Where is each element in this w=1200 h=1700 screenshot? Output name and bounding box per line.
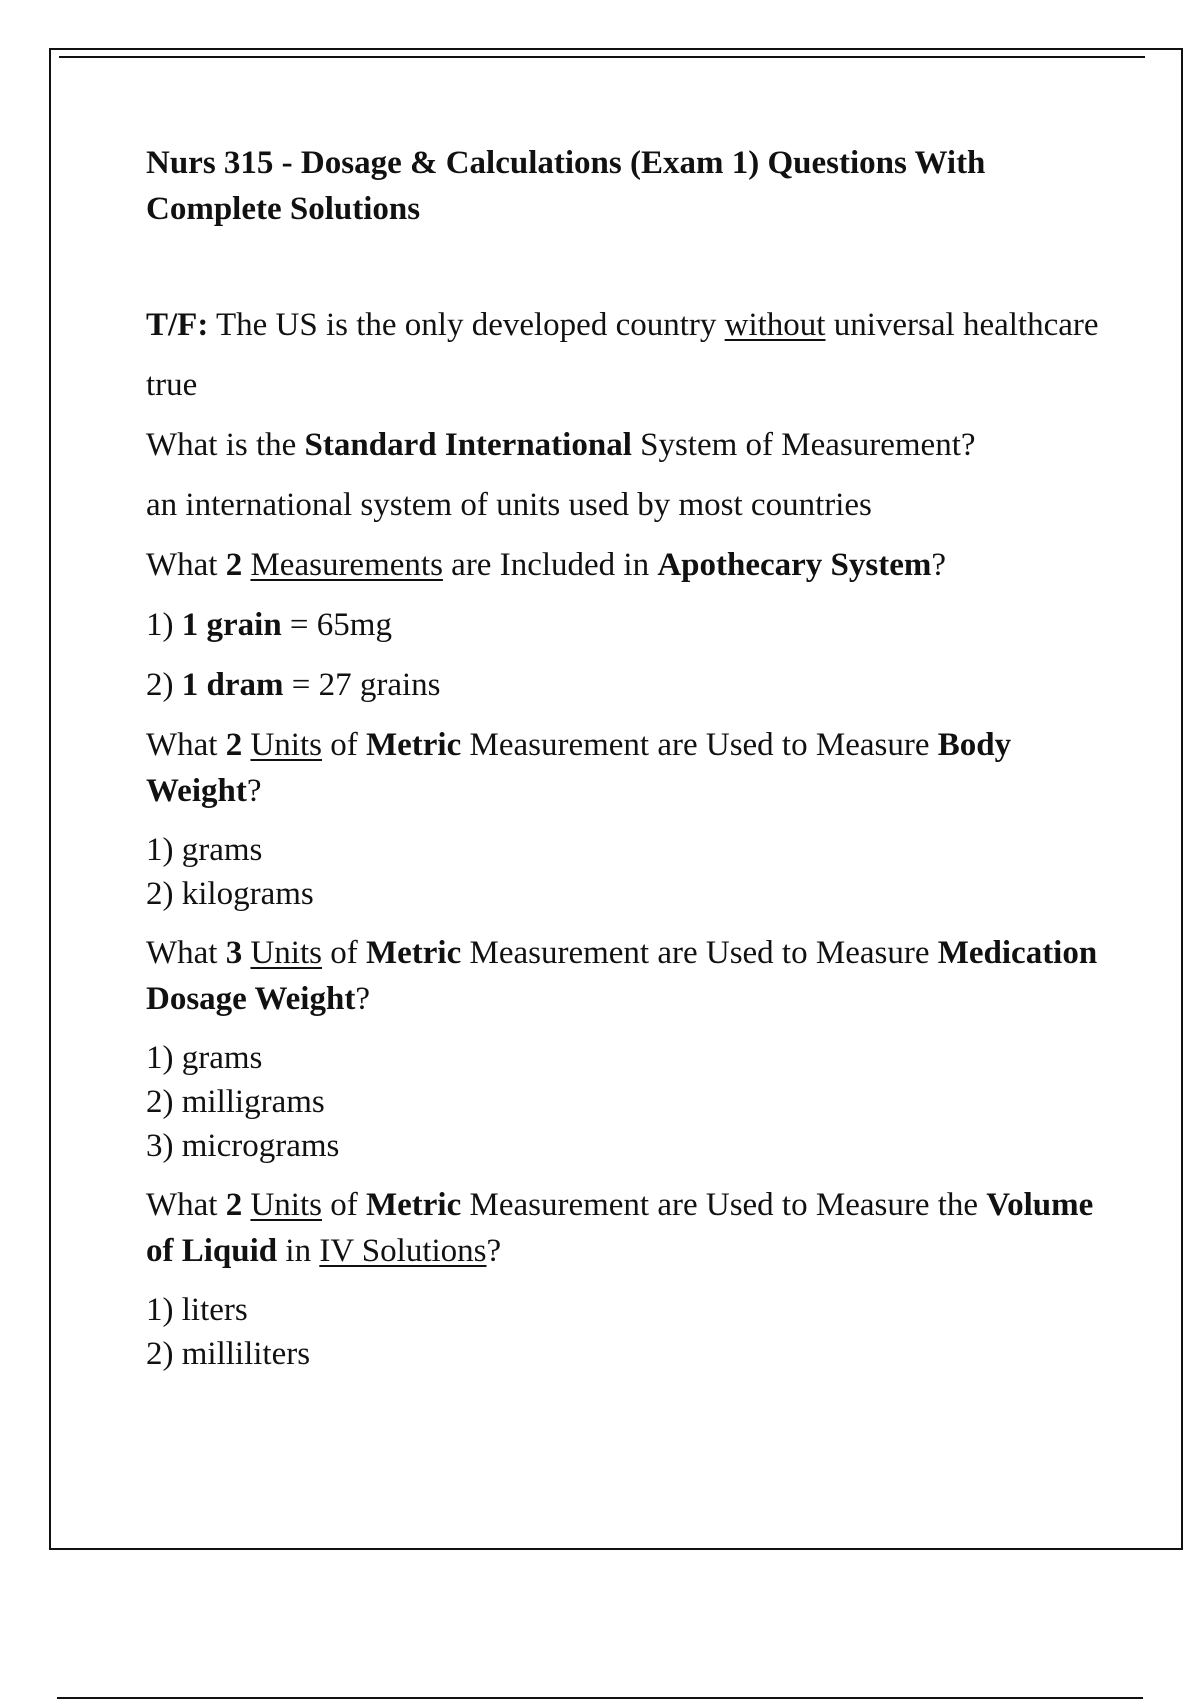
- question-5-number: 3: [225, 935, 243, 971]
- list-item: 2) milligrams: [146, 1084, 325, 1120]
- question-4-underlined: Units: [250, 727, 322, 763]
- question-5-text-c: Measurement are Used to Measure: [461, 935, 938, 971]
- question-4-text-a: What: [146, 727, 226, 763]
- question-6-metric: Metric: [365, 1187, 462, 1223]
- answer-3-item-1-number: 1): [146, 607, 182, 643]
- question-5-text-a: What: [146, 935, 226, 971]
- question-3-underlined: Measurements: [250, 547, 443, 583]
- question-2-bold: Standard International: [304, 427, 632, 463]
- document-body: [146, 140, 1106, 1390]
- question-6-text-e: ?: [486, 1233, 502, 1269]
- question-1-text-b: universal healthcare: [825, 307, 1099, 343]
- answer-3-item-2-number: 2): [146, 667, 182, 703]
- answer-3-item-1: [146, 602, 1106, 648]
- question-6-underlined: Units: [250, 1187, 322, 1223]
- list-item: 1) liters: [146, 1292, 248, 1328]
- question-5-metric: Metric: [365, 935, 462, 971]
- question-6: [146, 1182, 1106, 1274]
- question-4-number: 2: [225, 727, 243, 763]
- question-6-bold: Volume of Liquid: [146, 1187, 1094, 1269]
- question-4-metric: Metric: [365, 727, 462, 763]
- answer-3-item-1-bold: 1 grain: [181, 607, 282, 643]
- footer-rule: [57, 1697, 1143, 1699]
- question-4-text-d: ?: [246, 773, 262, 809]
- document-title: Nurs 315 - Dosage & Calculations (Exam 1) Questions With Complete Solutions: [146, 145, 986, 227]
- question-5: [146, 930, 1106, 1022]
- question-5-text-b: of: [321, 935, 366, 971]
- list-item: 2) milliliters: [146, 1336, 311, 1372]
- question-6-text-c: Measurement are Used to Measure the: [461, 1187, 987, 1223]
- list-item: 1) grams: [146, 832, 263, 868]
- list-item: 3) micrograms: [146, 1128, 340, 1164]
- question-2-text-b: System of Measurement?: [631, 427, 976, 463]
- question-3-text-a: What: [146, 547, 226, 583]
- question-3-bold: Apothecary System: [657, 547, 932, 583]
- question-6-text-a: What: [146, 1187, 226, 1223]
- answer-3-item-1-rest: = 65mg: [281, 607, 392, 643]
- answer-5-list: [146, 1036, 1106, 1168]
- question-6-text-b: of: [321, 1187, 366, 1223]
- question-6-number: 2: [225, 1187, 243, 1223]
- question-5-underlined: Units: [250, 935, 322, 971]
- answer-1: true: [146, 367, 198, 403]
- question-5-bold: Medication Dosage Weight: [146, 935, 1098, 1017]
- question-3-text-b: are Included in: [442, 547, 658, 583]
- question-1-text-a: The US is the only developed country: [208, 307, 725, 343]
- list-item: 1) grams: [146, 1040, 263, 1076]
- question-4-text-c: Measurement are Used to Measure: [461, 727, 938, 763]
- question-3-text-c: ?: [931, 547, 947, 583]
- header-rule: [59, 56, 1145, 58]
- question-2: [146, 422, 1106, 468]
- list-item: 2) kilograms: [146, 876, 314, 912]
- question-3: [146, 542, 1106, 588]
- answer-4-list: [146, 828, 1106, 916]
- question-4-text-b: of: [321, 727, 366, 763]
- answer-6-list: [146, 1288, 1106, 1376]
- tf-prefix: T/F:: [146, 307, 209, 343]
- question-3-number: 2: [225, 547, 243, 583]
- question-6-underlined-2: IV Solutions: [319, 1233, 487, 1269]
- question-4: [146, 722, 1106, 814]
- answer-3-item-2-rest: = 27 grains: [283, 667, 441, 703]
- answer-2: an international system of units used by most countries: [146, 487, 872, 523]
- question-2-text-a: What is the: [146, 427, 305, 463]
- question-6-text-d: in: [277, 1233, 320, 1269]
- question-1-underlined: without: [724, 307, 826, 343]
- question-4-bold: Body Weight: [146, 727, 1012, 809]
- answer-3-item-2-bold: 1 dram: [181, 667, 284, 703]
- question-1: [146, 302, 1106, 348]
- answer-3-item-2: [146, 662, 1106, 708]
- question-5-text-d: ?: [355, 981, 370, 1017]
